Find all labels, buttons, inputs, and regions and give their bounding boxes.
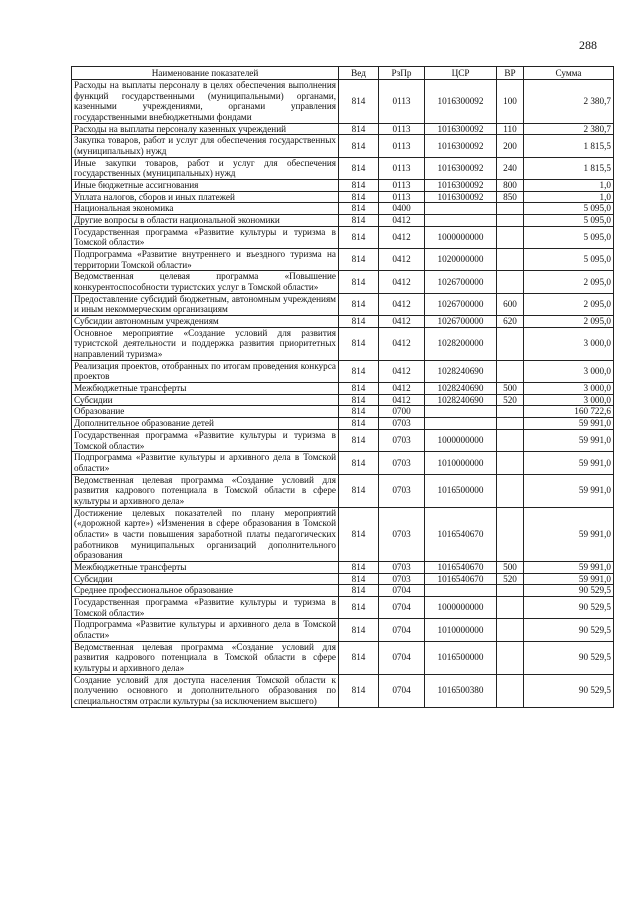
cell-name: Ведомственная целевая программа «Создание условий для развития кадрового потенциала в Томской области в сфере культуры и архивного дела»	[72, 474, 339, 507]
cell-ved: 814	[339, 249, 379, 271]
cell-rzpr: 0703	[379, 507, 425, 561]
cell-name: Подпрограмма «Развитие внутреннего и въездного туризма на территории Томской области»	[72, 249, 339, 271]
cell-csr: 1028240690	[425, 360, 497, 382]
cell-rzpr: 0400	[379, 203, 425, 215]
table-row	[72, 674, 614, 707]
table-row	[72, 249, 614, 271]
cell-name: Достижение целевых показателей по плану мероприятий («дорожной карте») «Изменения в сфере образования в Томской области» в части повышения заработной платы педагогических работников муниципальных организаций дополнительного образования	[72, 507, 339, 561]
cell-name: Межбюджетные трансферты	[72, 383, 339, 395]
cell-ved: 814	[339, 507, 379, 561]
cell-ved: 814	[339, 641, 379, 674]
cell-rzpr: 0412	[379, 383, 425, 395]
cell-sum: 5 095,0	[524, 249, 614, 271]
cell-name: Расходы на выплаты персоналу казенных учреждений	[72, 123, 339, 135]
cell-vr	[497, 360, 524, 382]
cell-rzpr: 0704	[379, 619, 425, 641]
cell-csr: 1028240690	[425, 394, 497, 406]
cell-name: Государственная программа «Развитие культуры и туризма в Томской области»	[72, 596, 339, 618]
cell-rzpr: 0703	[379, 474, 425, 507]
cell-sum: 1 815,5	[524, 135, 614, 157]
cell-rzpr: 0704	[379, 674, 425, 707]
cell-csr: 1026700000	[425, 271, 497, 293]
cell-sum: 1,0	[524, 180, 614, 192]
cell-vr: 520	[497, 394, 524, 406]
cell-sum: 3 000,0	[524, 394, 614, 406]
cell-csr	[425, 418, 497, 430]
cell-csr: 1026700000	[425, 293, 497, 315]
cell-sum: 2 380,7	[524, 123, 614, 135]
cell-csr: 1016540670	[425, 573, 497, 585]
cell-rzpr: 0412	[379, 215, 425, 227]
cell-sum: 2 380,7	[524, 80, 614, 124]
cell-ved: 814	[339, 80, 379, 124]
cell-rzpr: 0703	[379, 573, 425, 585]
cell-ved: 814	[339, 180, 379, 192]
cell-csr: 1000000000	[425, 226, 497, 248]
cell-vr	[497, 641, 524, 674]
table-row	[72, 327, 614, 360]
cell-vr: 110	[497, 123, 524, 135]
cell-vr: 520	[497, 573, 524, 585]
cell-sum: 2 095,0	[524, 293, 614, 315]
cell-ved: 814	[339, 215, 379, 227]
table-row	[72, 123, 614, 135]
cell-vr	[497, 596, 524, 618]
table-row	[72, 180, 614, 192]
cell-name: Межбюджетные трансферты	[72, 561, 339, 573]
cell-name: Дополнительное образование детей	[72, 418, 339, 430]
cell-vr	[497, 452, 524, 474]
cell-name: Национальная экономика	[72, 203, 339, 215]
cell-sum: 59 991,0	[524, 573, 614, 585]
cell-vr	[497, 203, 524, 215]
table-row	[72, 573, 614, 585]
header-rzpr: РзПр	[379, 67, 425, 80]
cell-sum: 59 991,0	[524, 474, 614, 507]
cell-ved: 814	[339, 452, 379, 474]
header-ved: Вед	[339, 67, 379, 80]
cell-sum: 5 095,0	[524, 203, 614, 215]
cell-csr: 1016500000	[425, 474, 497, 507]
table-row	[72, 360, 614, 382]
cell-sum: 90 529,5	[524, 641, 614, 674]
cell-ved: 814	[339, 674, 379, 707]
table-row	[72, 135, 614, 157]
cell-name: Другие вопросы в области национальной экономики	[72, 215, 339, 227]
cell-name: Реализация проектов, отобранных по итогам проведения конкурса проектов	[72, 360, 339, 382]
cell-vr	[497, 418, 524, 430]
cell-vr	[497, 474, 524, 507]
cell-rzpr: 0113	[379, 191, 425, 203]
cell-csr: 1016300092	[425, 80, 497, 124]
cell-ved: 814	[339, 226, 379, 248]
cell-ved: 814	[339, 191, 379, 203]
cell-ved: 814	[339, 561, 379, 573]
header-name: Наименование показателей	[72, 67, 339, 80]
cell-rzpr: 0412	[379, 249, 425, 271]
cell-vr	[497, 585, 524, 597]
header-sum: Сумма	[524, 67, 614, 80]
cell-sum: 160 722,6	[524, 406, 614, 418]
cell-csr: 1010000000	[425, 452, 497, 474]
cell-rzpr: 0704	[379, 585, 425, 597]
cell-csr: 1020000000	[425, 249, 497, 271]
cell-name: Уплата налогов, сборов и иных платежей	[72, 191, 339, 203]
table-row	[72, 191, 614, 203]
cell-csr: 1016540670	[425, 507, 497, 561]
cell-rzpr: 0703	[379, 561, 425, 573]
cell-ved: 814	[339, 123, 379, 135]
cell-sum: 1 815,5	[524, 157, 614, 179]
cell-name: Основное мероприятие «Создание условий для развития туристской деятельности и поддержка развития приоритетных направлений туризма»	[72, 327, 339, 360]
cell-vr	[497, 406, 524, 418]
cell-name: Предоставление субсидий бюджетным, автономным учреждениям и иным некоммерческим организациям	[72, 293, 339, 315]
cell-rzpr: 0113	[379, 123, 425, 135]
cell-name: Иные бюджетные ассигнования	[72, 180, 339, 192]
cell-name: Подпрограмма «Развитие культуры и архивного дела в Томской области»	[72, 619, 339, 641]
cell-rzpr: 0412	[379, 316, 425, 328]
cell-rzpr: 0412	[379, 271, 425, 293]
cell-csr: 1000000000	[425, 429, 497, 451]
table-row	[72, 394, 614, 406]
cell-csr: 1016300092	[425, 191, 497, 203]
cell-csr: 1016300092	[425, 157, 497, 179]
cell-rzpr: 0412	[379, 360, 425, 382]
cell-name: Подпрограмма «Развитие культуры и архивного дела в Томской области»	[72, 452, 339, 474]
cell-vr	[497, 226, 524, 248]
cell-ved: 814	[339, 360, 379, 382]
header-csr: ЦСР	[425, 67, 497, 80]
cell-rzpr: 0704	[379, 596, 425, 618]
cell-vr: 240	[497, 157, 524, 179]
table-row	[72, 293, 614, 315]
cell-sum: 59 991,0	[524, 452, 614, 474]
cell-rzpr: 0700	[379, 406, 425, 418]
table-row	[72, 271, 614, 293]
cell-rzpr: 0113	[379, 157, 425, 179]
cell-vr: 200	[497, 135, 524, 157]
cell-name: Ведомственная целевая программа «Повышение конкурентоспособности туристских услуг в Томской области»	[72, 271, 339, 293]
cell-vr: 600	[497, 293, 524, 315]
cell-rzpr: 0703	[379, 452, 425, 474]
cell-rzpr: 0703	[379, 429, 425, 451]
cell-csr	[425, 585, 497, 597]
cell-rzpr: 0412	[379, 293, 425, 315]
cell-csr	[425, 406, 497, 418]
cell-vr: 800	[497, 180, 524, 192]
cell-csr: 1016300092	[425, 180, 497, 192]
cell-vr: 100	[497, 80, 524, 124]
header-vr: ВР	[497, 67, 524, 80]
table-row	[72, 596, 614, 618]
cell-sum: 90 529,5	[524, 619, 614, 641]
cell-csr: 1016300092	[425, 123, 497, 135]
cell-name: Государственная программа «Развитие культуры и туризма в Томской области»	[72, 429, 339, 451]
table-row	[72, 507, 614, 561]
cell-name: Образование	[72, 406, 339, 418]
cell-ved: 814	[339, 327, 379, 360]
cell-csr	[425, 215, 497, 227]
table-row	[72, 585, 614, 597]
cell-sum: 59 991,0	[524, 418, 614, 430]
budget-table	[71, 66, 614, 708]
cell-vr: 850	[497, 191, 524, 203]
cell-ved: 814	[339, 157, 379, 179]
cell-sum: 3 000,0	[524, 383, 614, 395]
cell-name: Иные закупки товаров, работ и услуг для обеспечения государственных (муниципальных) нужд	[72, 157, 339, 179]
table-row	[72, 452, 614, 474]
cell-name: Государственная программа «Развитие культуры и туризма в Томской области»	[72, 226, 339, 248]
cell-sum: 59 991,0	[524, 507, 614, 561]
table-row	[72, 157, 614, 179]
table-row	[72, 474, 614, 507]
cell-sum: 2 095,0	[524, 316, 614, 328]
cell-sum: 90 529,5	[524, 596, 614, 618]
table-body	[72, 80, 614, 708]
cell-csr: 1000000000	[425, 596, 497, 618]
cell-csr: 1028200000	[425, 327, 497, 360]
cell-vr	[497, 429, 524, 451]
cell-ved: 814	[339, 383, 379, 395]
cell-csr: 1028240690	[425, 383, 497, 395]
cell-vr	[497, 271, 524, 293]
cell-name: Субсидии	[72, 394, 339, 406]
cell-rzpr: 0113	[379, 80, 425, 124]
cell-ved: 814	[339, 406, 379, 418]
cell-rzpr: 0412	[379, 327, 425, 360]
table-row	[72, 226, 614, 248]
table-row	[72, 561, 614, 573]
cell-rzpr: 0412	[379, 226, 425, 248]
cell-sum: 90 529,5	[524, 674, 614, 707]
cell-ved: 814	[339, 135, 379, 157]
table-row	[72, 383, 614, 395]
cell-ved: 814	[339, 418, 379, 430]
cell-rzpr: 0113	[379, 180, 425, 192]
cell-ved: 814	[339, 316, 379, 328]
cell-ved: 814	[339, 573, 379, 585]
cell-sum: 1,0	[524, 191, 614, 203]
cell-vr	[497, 327, 524, 360]
cell-name: Среднее профессиональное образование	[72, 585, 339, 597]
cell-ved: 814	[339, 596, 379, 618]
cell-vr: 500	[497, 383, 524, 395]
cell-ved: 814	[339, 394, 379, 406]
cell-sum: 59 991,0	[524, 561, 614, 573]
table-row	[72, 203, 614, 215]
cell-ved: 814	[339, 203, 379, 215]
cell-ved: 814	[339, 619, 379, 641]
cell-vr	[497, 619, 524, 641]
table-row	[72, 429, 614, 451]
cell-vr	[497, 674, 524, 707]
table-row	[72, 80, 614, 124]
cell-ved: 814	[339, 474, 379, 507]
cell-csr: 1016300092	[425, 135, 497, 157]
cell-sum: 2 095,0	[524, 271, 614, 293]
cell-sum: 3 000,0	[524, 327, 614, 360]
cell-csr: 1016500380	[425, 674, 497, 707]
cell-sum: 5 095,0	[524, 226, 614, 248]
cell-rzpr: 0412	[379, 394, 425, 406]
table-row	[72, 641, 614, 674]
cell-name: Субсидии автономным учреждениям	[72, 316, 339, 328]
cell-vr: 620	[497, 316, 524, 328]
cell-ved: 814	[339, 271, 379, 293]
cell-csr	[425, 203, 497, 215]
table-row	[72, 215, 614, 227]
cell-vr	[497, 215, 524, 227]
cell-name: Субсидии	[72, 573, 339, 585]
cell-sum: 3 000,0	[524, 360, 614, 382]
table-row	[72, 316, 614, 328]
cell-name: Создание условий для доступа населения Томской области к получению основного и дополнительного образования по специальностям отрасли культуры (за исключением высшего)	[72, 674, 339, 707]
cell-csr: 1010000000	[425, 619, 497, 641]
cell-ved: 814	[339, 293, 379, 315]
cell-rzpr: 0703	[379, 418, 425, 430]
cell-name: Ведомственная целевая программа «Создание условий для развития кадрового потенциала в Томской области в сфере культуры и архивного дела»	[72, 641, 339, 674]
table-row	[72, 619, 614, 641]
cell-vr	[497, 249, 524, 271]
cell-vr	[497, 507, 524, 561]
cell-name: Закупка товаров, работ и услуг для обеспечения государственных (муниципальных) нужд	[72, 135, 339, 157]
cell-sum: 59 991,0	[524, 429, 614, 451]
cell-csr: 1016500000	[425, 641, 497, 674]
table-row	[72, 406, 614, 418]
cell-ved: 814	[339, 585, 379, 597]
cell-sum: 5 095,0	[524, 215, 614, 227]
cell-sum: 90 529,5	[524, 585, 614, 597]
cell-csr: 1026700000	[425, 316, 497, 328]
page-number: 288	[579, 38, 597, 52]
cell-rzpr: 0113	[379, 135, 425, 157]
cell-vr: 500	[497, 561, 524, 573]
table-row	[72, 418, 614, 430]
table-header-row	[72, 67, 614, 80]
cell-rzpr: 0704	[379, 641, 425, 674]
cell-ved: 814	[339, 429, 379, 451]
cell-csr: 1016540670	[425, 561, 497, 573]
cell-name: Расходы на выплаты персоналу в целях обеспечения выполнения функций государственными (муниципальными) органами, казенными учреждениями, органами управления государственными внебюджетными фондами	[72, 80, 339, 124]
